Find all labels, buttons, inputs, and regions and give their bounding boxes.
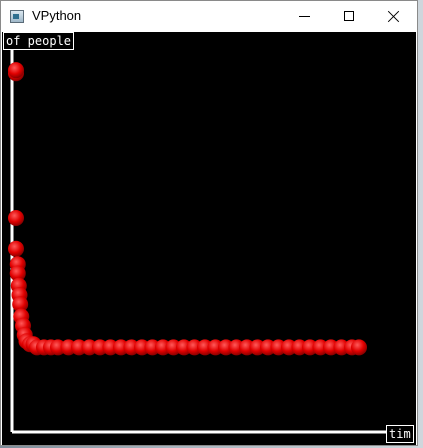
close-icon: [388, 10, 400, 22]
vpython-app-icon: [10, 10, 24, 23]
y-axis-label: of people: [3, 32, 74, 50]
maximize-icon: [344, 11, 354, 21]
data-point: [351, 339, 367, 355]
data-point: [8, 62, 24, 78]
data-point: [8, 210, 24, 226]
x-axis-label: tim: [386, 425, 414, 443]
minimize-button[interactable]: [282, 1, 327, 32]
minimize-icon: [299, 16, 310, 17]
scatter-plot: [2, 32, 416, 445]
title-bar[interactable]: [1, 1, 417, 32]
graph-canvas[interactable]: [2, 32, 416, 445]
window-title: VPython: [32, 8, 82, 23]
maximize-button[interactable]: [327, 1, 372, 32]
data-point: [8, 241, 24, 257]
close-button[interactable]: [372, 1, 417, 32]
